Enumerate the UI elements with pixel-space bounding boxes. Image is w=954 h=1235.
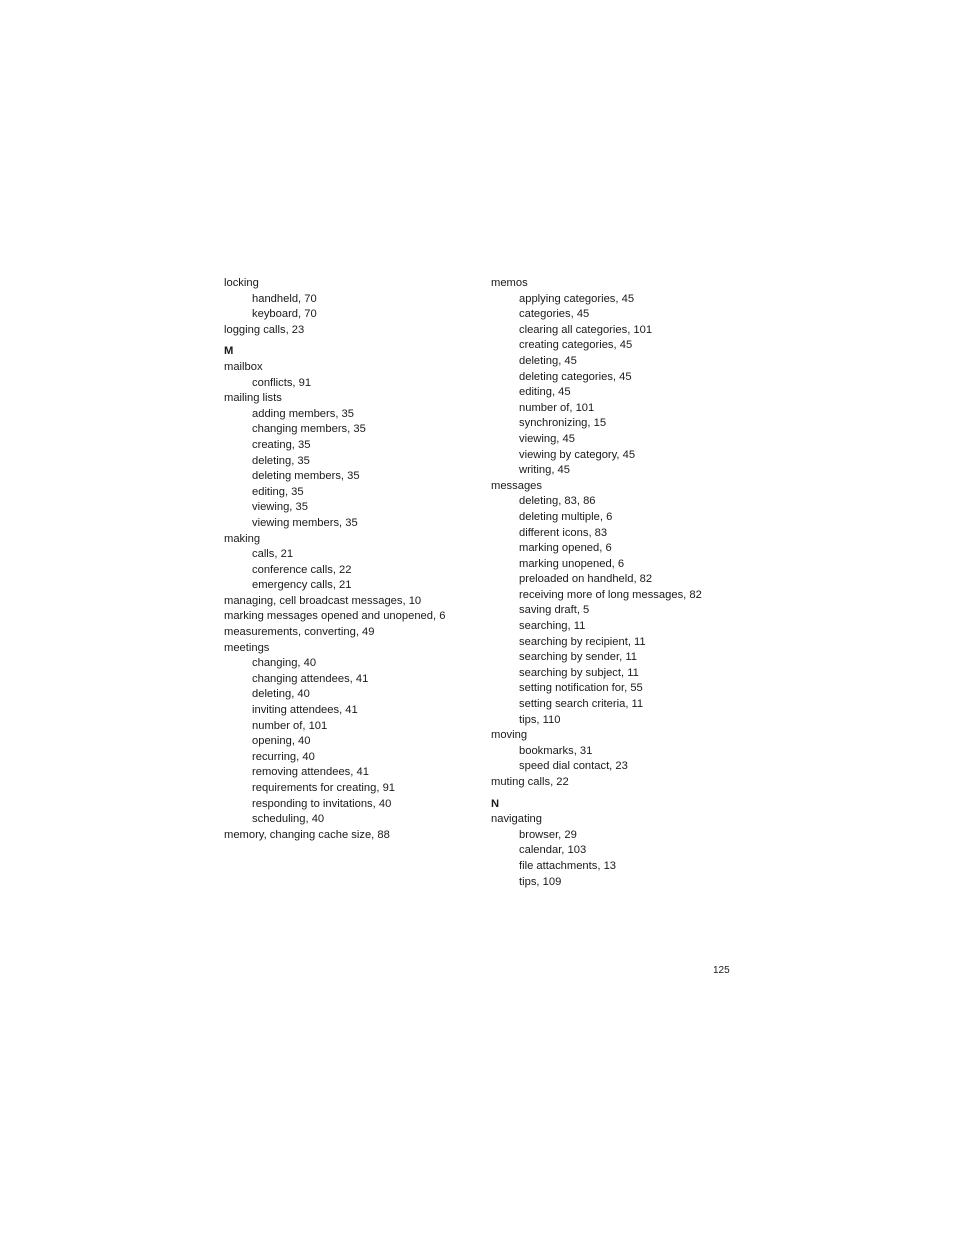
index-subentry: saving draft, 5 (519, 604, 590, 617)
index-subentry: recurring, 40 (252, 750, 315, 763)
index-subentry: viewing by category, 45 (519, 448, 636, 461)
index-subentry: changing, 40 (252, 657, 317, 670)
index-subentry: responding to invitations, 40 (252, 797, 392, 810)
index-entry: navigating (491, 813, 543, 826)
index-subentry: deleting multiple, 6 (519, 510, 613, 523)
index-subentry: receiving more of long messages, 82 (519, 588, 702, 601)
index-subentry: tips, 109 (519, 875, 562, 888)
index-section-letter: N (491, 797, 500, 810)
index-subentry: deleting categories, 45 (519, 370, 632, 383)
index-subentry: deleting, 45 (519, 354, 577, 367)
index-subentry: handheld, 70 (252, 292, 317, 305)
index-subentry: changing attendees, 41 (252, 672, 369, 685)
index-subentry: deleting, 40 (252, 688, 310, 701)
index-entry: logging calls, 23 (224, 323, 305, 336)
index-entry: managing, cell broadcast messages, 10 (224, 594, 422, 607)
index-subentry: tips, 110 (519, 713, 561, 726)
index-subentry: file attachments, 13 (519, 859, 617, 872)
index-section-letter: M (224, 345, 234, 358)
index-subentry: setting notification for, 55 (519, 682, 643, 695)
index-entry: memory, changing cache size, 88 (224, 828, 390, 841)
index-subentry: conference calls, 22 (252, 563, 352, 576)
index-subentry: opening, 40 (252, 735, 311, 748)
index-subentry: marking opened, 6 (519, 542, 612, 555)
index-entry: muting calls, 22 (491, 776, 569, 788)
index-subentry: creating, 35 (252, 438, 311, 451)
index-subentry: adding members, 35 (252, 407, 354, 420)
index-subentry: scheduling, 40 (252, 813, 325, 826)
index-subentry: editing, 35 (252, 485, 304, 498)
index-subentry: setting search criteria, 11 (519, 698, 644, 711)
index-entry: memos (491, 277, 528, 289)
index-entry: mailbox (224, 360, 263, 373)
index-subentry: searching by recipient, 11 (519, 635, 646, 648)
index-column-left (224, 276, 484, 843)
index-subentry: inviting attendees, 41 (252, 704, 358, 717)
index-subentry: different icons, 83 (519, 526, 608, 539)
index-subentry: deleting, 83, 86 (519, 495, 596, 508)
index-subentry: deleting, 35 (252, 454, 310, 467)
index-subentry: calendar, 103 (519, 844, 587, 857)
index-subentry: emergency calls, 21 (252, 579, 352, 592)
index-subentry: number of, 101 (252, 719, 328, 732)
index-subentry: searching, 11 (519, 620, 586, 633)
index-subentry: changing members, 35 (252, 423, 366, 436)
index-subentry: creating categories, 45 (519, 339, 633, 352)
index-subentry: speed dial contact, 23 (519, 760, 628, 773)
index-subentry: searching by subject, 11 (519, 666, 639, 679)
index-entry: messages (491, 479, 542, 492)
index-subentry: viewing members, 35 (252, 516, 358, 529)
index-subentry: number of, 101 (519, 401, 595, 414)
page-number: 125 (713, 965, 730, 976)
index-entry: locking (224, 277, 259, 289)
index-entry: meetings (224, 641, 270, 654)
index-subentry: searching by sender, 11 (519, 651, 637, 664)
index-subentry: editing, 45 (519, 386, 571, 399)
index-column-right (491, 276, 751, 890)
index-subentry: keyboard, 70 (252, 308, 317, 321)
index-subentry: removing attendees, 41 (252, 766, 369, 779)
index-subentry: synchronizing, 15 (519, 417, 607, 430)
index-entry: marking messages opened and unopened, 6 (224, 610, 446, 623)
index-subentry: categories, 45 (519, 308, 590, 321)
index-subentry: viewing, 35 (252, 501, 308, 514)
index-subentry: applying categories, 45 (519, 292, 635, 305)
index-subentry: requirements for creating, 91 (252, 782, 396, 794)
index-entry: measurements, converting, 49 (224, 626, 375, 639)
index-subentry: deleting members, 35 (252, 470, 360, 483)
index-subentry: conflicts, 91 (252, 376, 312, 389)
index-subentry: writing, 45 (519, 464, 570, 477)
index-subentry: marking unopened, 6 (519, 557, 625, 570)
index-entry: making (224, 532, 261, 545)
index-subentry: clearing all categories, 101 (519, 323, 653, 336)
index-entry: mailing lists (224, 392, 282, 405)
index-subentry: viewing, 45 (519, 432, 575, 445)
index-subentry: preloaded on handheld, 82 (519, 573, 653, 586)
index-subentry: bookmarks, 31 (519, 744, 593, 757)
index-entry: moving (491, 729, 528, 742)
index-subentry: calls, 21 (252, 548, 294, 561)
index-subentry: browser, 29 (519, 828, 577, 841)
